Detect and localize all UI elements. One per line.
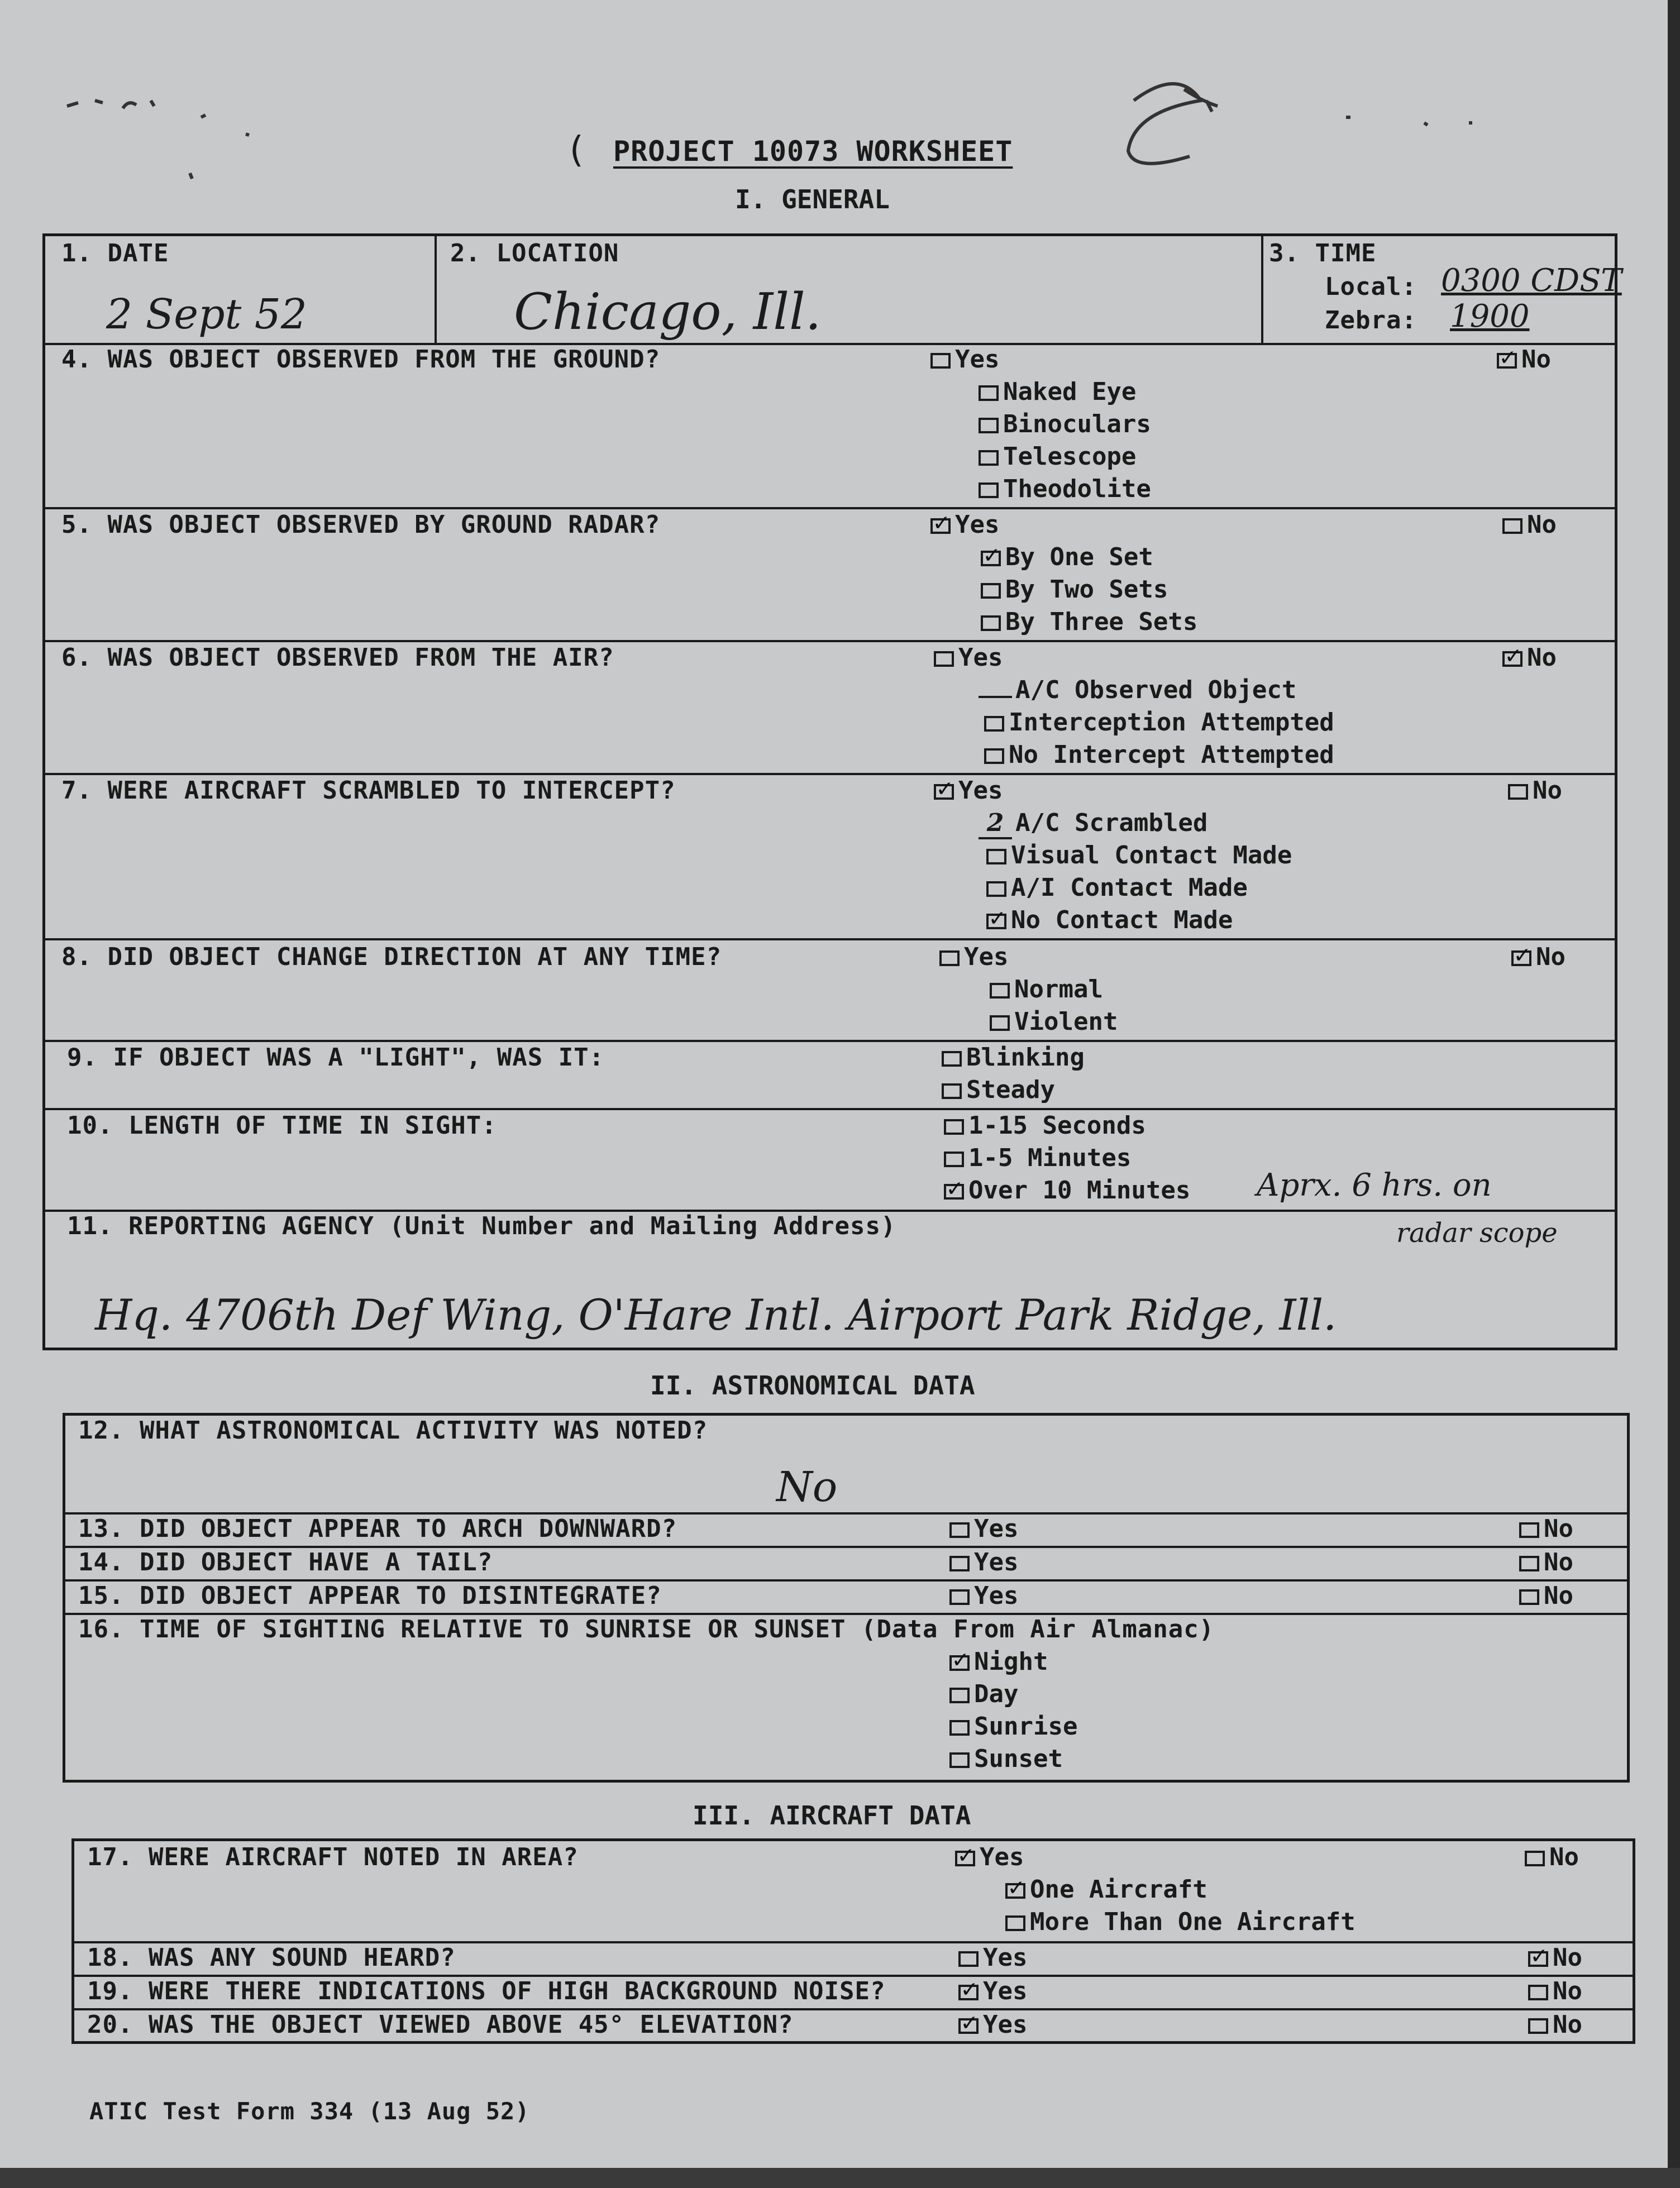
checkbox-icon[interactable] (984, 716, 1004, 732)
checkbox-checked-icon[interactable] (1528, 1951, 1548, 1967)
q10-label: 10. LENGTH OF TIME IN SIGHT: (67, 1111, 497, 1140)
q17-opt-more-aircraft[interactable]: More Than One Aircraft (1005, 1908, 1356, 1936)
time-local-label: Local: (1325, 273, 1417, 301)
q4-no[interactable]: ✓ No (1497, 345, 1551, 374)
location-label: 2. LOCATION (450, 239, 619, 267)
checkbox-icon[interactable] (958, 1951, 979, 1967)
checkbox-icon[interactable] (949, 1522, 970, 1538)
q8-label: 8. DID OBJECT CHANGE DIRECTION AT ANY TIME? (61, 943, 722, 971)
q7-opt-ac-scrambled[interactable]: 2 A/C Scrambled (979, 809, 1207, 839)
q16-opt-day[interactable]: Day (949, 1680, 1018, 1708)
scrambled-count[interactable]: 2 (979, 809, 1012, 839)
time-local-value: 0300 CDST (1441, 262, 1622, 299)
q7-label: 7. WERE AIRCRAFT SCRAMBLED TO INTERCEPT? (61, 776, 676, 805)
page-title: PROJECT 10073 WORKSHEET (613, 135, 1013, 168)
q6-label: 6. WAS OBJECT OBSERVED FROM THE AIR? (61, 643, 614, 672)
scan-edge-right (1668, 0, 1680, 2188)
checkbox-checked-icon[interactable] (955, 1851, 975, 1866)
q11-label: 11. REPORTING AGENCY (Unit Number and Mailing Address) (67, 1212, 896, 1240)
checkbox-icon[interactable] (942, 1051, 962, 1067)
q4-opt-theodolite[interactable]: Theodolite (979, 475, 1151, 503)
checkbox-checked-icon[interactable] (944, 1184, 964, 1200)
q8-yes[interactable]: Yes (939, 943, 1008, 971)
q7-opt-visual-contact[interactable]: Visual Contact Made (986, 841, 1292, 870)
checkbox-checked-icon[interactable] (934, 784, 954, 800)
q4-yes[interactable]: Yes (930, 345, 999, 374)
checkbox-icon[interactable] (979, 450, 999, 466)
date-value: 2 Sept 52 (106, 290, 307, 338)
q10-opt-over-10-min[interactable]: ✓Over 10 Minutes (944, 1176, 1190, 1205)
checkbox-icon[interactable] (984, 748, 1004, 764)
checkbox-icon[interactable] (986, 881, 1006, 897)
section-general-heading: I. GENERAL (735, 184, 890, 214)
q19-yes[interactable]: ✓ Yes (958, 1977, 1027, 2005)
q8-no[interactable]: ✓ No (1511, 943, 1566, 971)
q12-label: 12. WHAT ASTRONOMICAL ACTIVITY WAS NOTED? (78, 1416, 708, 1445)
q17-yes[interactable]: ✓ Yes (955, 1843, 1024, 1871)
checkbox-icon[interactable] (1502, 518, 1522, 534)
q5-opt-two-sets[interactable]: By Two Sets (981, 575, 1168, 604)
q17-no[interactable]: No (1525, 1843, 1579, 1871)
q20-yes[interactable]: ✓ Yes (958, 2010, 1027, 2039)
q4-opt-telescope[interactable]: Telescope (979, 442, 1136, 471)
checkbox-icon[interactable] (949, 1556, 970, 1571)
checkbox-icon[interactable] (979, 418, 999, 433)
checkbox-checked-icon[interactable] (986, 914, 1006, 929)
q6-opt-ac-observed[interactable]: A/C Observed Object (979, 676, 1296, 704)
checkbox-icon[interactable] (944, 1119, 964, 1135)
q10-opt-1-15-sec[interactable]: 1-15 Seconds (944, 1111, 1146, 1140)
q5-opt-one-set[interactable]: ✓By One Set (981, 543, 1153, 571)
q18-yes[interactable]: Yes (958, 1943, 1027, 1972)
checkbox-icon[interactable] (1519, 1522, 1539, 1538)
q15-yes[interactable]: Yes (949, 1582, 1018, 1610)
q5-no[interactable]: No (1502, 510, 1557, 539)
q5-yes[interactable]: ✓ Yes (930, 510, 999, 539)
checkbox-icon[interactable] (949, 1589, 970, 1605)
checkbox-icon[interactable] (949, 1688, 970, 1703)
q6-opt-interception[interactable]: Interception Attempted (984, 708, 1334, 737)
checkbox-icon[interactable] (939, 950, 960, 966)
q6-no[interactable]: ✓ No (1502, 643, 1557, 672)
checkbox-icon[interactable] (930, 353, 951, 369)
checkbox-checked-icon[interactable] (958, 2018, 979, 2034)
q20-no[interactable]: No (1528, 2010, 1582, 2039)
q17-opt-one-aircraft[interactable]: ✓One Aircraft (1005, 1875, 1207, 1904)
scan-edge-bottom (0, 2168, 1680, 2188)
q5-label: 5. WAS OBJECT OBSERVED BY GROUND RADAR? (61, 510, 661, 539)
q6-yes[interactable]: Yes (934, 643, 1003, 672)
q6-opt-no-intercept[interactable]: No Intercept Attempted (984, 741, 1334, 769)
q7-yes[interactable]: ✓ Yes (934, 776, 1003, 805)
q9-opt-steady[interactable]: Steady (942, 1076, 1055, 1104)
checkbox-icon[interactable] (1525, 1851, 1545, 1866)
scribble-top-left (61, 84, 464, 184)
q4-opt-binoculars[interactable]: Binoculars (979, 410, 1151, 438)
q4-opt-naked-eye[interactable]: Naked Eye (979, 378, 1136, 406)
checkbox-checked-icon[interactable] (949, 1655, 970, 1671)
checkbox-icon[interactable] (990, 1015, 1010, 1031)
q7-opt-no-contact[interactable]: ✓No Contact Made (986, 906, 1233, 934)
time-zebra-label: Zebra: (1325, 306, 1417, 335)
checkbox-icon[interactable] (949, 1720, 970, 1736)
checkbox-icon[interactable] (934, 651, 954, 667)
checkbox-checked-icon[interactable] (1511, 950, 1531, 966)
q18-no[interactable]: ✓ No (1528, 1943, 1582, 1972)
checkbox-icon[interactable] (981, 615, 1001, 631)
checkbox-checked-icon[interactable] (1502, 651, 1522, 667)
q19-label: 19. WERE THERE INDICATIONS OF HIGH BACKGROUND NOISE? (87, 1977, 886, 2005)
q18-label: 18. WAS ANY SOUND HEARD? (87, 1943, 456, 1972)
checkbox-checked-icon[interactable] (981, 551, 1001, 566)
q17-label: 17. WERE AIRCRAFT NOTED IN AREA? (87, 1843, 579, 1871)
q16-opt-night[interactable]: ✓Night (949, 1647, 1048, 1676)
checkbox-icon[interactable] (1528, 1985, 1548, 2000)
q8-opt-violent[interactable]: Violent (990, 1007, 1118, 1036)
checkbox-icon[interactable] (942, 1083, 962, 1099)
title-paren: ( (565, 130, 588, 171)
section-astronomical-heading: II. ASTRONOMICAL DATA (650, 1370, 975, 1401)
checkbox-icon[interactable] (981, 583, 1001, 599)
q15-no[interactable]: No (1519, 1582, 1573, 1610)
ac-count-blank[interactable] (979, 696, 1012, 698)
q9-label: 9. IF OBJECT WAS A "LIGHT", WAS IT: (67, 1043, 605, 1072)
location-value: Chicago, Ill. (514, 283, 822, 341)
q7-opt-ai-contact[interactable]: A/I Contact Made (986, 873, 1248, 902)
checkbox-icon[interactable] (1508, 784, 1528, 800)
checkbox-checked-icon[interactable] (1005, 1883, 1025, 1899)
scribble-top-right (1111, 67, 1625, 190)
checkbox-icon[interactable] (979, 482, 999, 498)
q13-yes[interactable]: Yes (949, 1515, 1018, 1543)
time-zebra-value: 1900 (1450, 298, 1530, 335)
checkbox-checked-icon[interactable] (930, 518, 951, 534)
checkbox-icon[interactable] (986, 849, 1006, 864)
q5-opt-three-sets[interactable]: By Three Sets (981, 608, 1197, 636)
section-aircraft-heading: III. AIRCRAFT DATA (693, 1800, 971, 1831)
q14-yes[interactable]: Yes (949, 1548, 1018, 1576)
checkbox-icon[interactable] (949, 1752, 970, 1768)
checkbox-icon[interactable] (990, 983, 1010, 999)
q15-label: 15. DID OBJECT APPEAR TO DISINTEGRATE? (78, 1582, 662, 1610)
q10-note-2: radar scope (1396, 1217, 1558, 1249)
date-label: 1. DATE (61, 239, 169, 267)
q8-opt-normal[interactable]: Normal (990, 975, 1103, 1004)
q9-opt-blinking[interactable]: Blinking (942, 1043, 1085, 1072)
q16-opt-sunset[interactable]: Sunset (949, 1745, 1063, 1773)
checkbox-icon[interactable] (944, 1152, 964, 1167)
q13-label: 13. DID OBJECT APPEAR TO ARCH DOWNWARD? (78, 1515, 677, 1543)
q13-no[interactable]: No (1519, 1515, 1573, 1543)
form-footer: ATIC Test Form 334 (13 Aug 52) (89, 2098, 530, 2125)
q14-label: 14. DID OBJECT HAVE A TAIL? (78, 1548, 493, 1576)
q7-no[interactable]: No (1508, 776, 1562, 805)
checkbox-icon[interactable] (1005, 1915, 1025, 1931)
q20-label: 20. WAS THE OBJECT VIEWED ABOVE 45° ELEVATION? (87, 2010, 794, 2039)
checkbox-checked-icon[interactable] (958, 1985, 979, 2000)
q10-opt-1-5-min[interactable]: 1-5 Minutes (944, 1144, 1131, 1172)
q16-label: 16. TIME OF SIGHTING RELATIVE TO SUNRISE OR SUNSET (Data From Air Almanac) (78, 1615, 1215, 1644)
checkbox-icon[interactable] (979, 385, 999, 401)
q12-value: No (776, 1463, 838, 1511)
time-label: 3. TIME (1269, 239, 1377, 267)
q10-note: Aprx. 6 hrs. on (1257, 1167, 1492, 1203)
checkbox-checked-icon[interactable] (1497, 353, 1517, 369)
q14-no[interactable]: No (1519, 1548, 1573, 1576)
q4-label: 4. WAS OBJECT OBSERVED FROM THE GROUND? (61, 345, 661, 374)
q19-no[interactable]: No (1528, 1977, 1582, 2005)
checkbox-icon[interactable] (1528, 2018, 1548, 2034)
checkbox-icon[interactable] (1519, 1589, 1539, 1605)
checkbox-icon[interactable] (1519, 1556, 1539, 1571)
q16-opt-sunrise[interactable]: Sunrise (949, 1712, 1077, 1741)
q11-value: Hq. 4706th Def Wing, O'Hare Intl. Airport Park Ridge, Ill. (95, 1290, 1337, 1340)
